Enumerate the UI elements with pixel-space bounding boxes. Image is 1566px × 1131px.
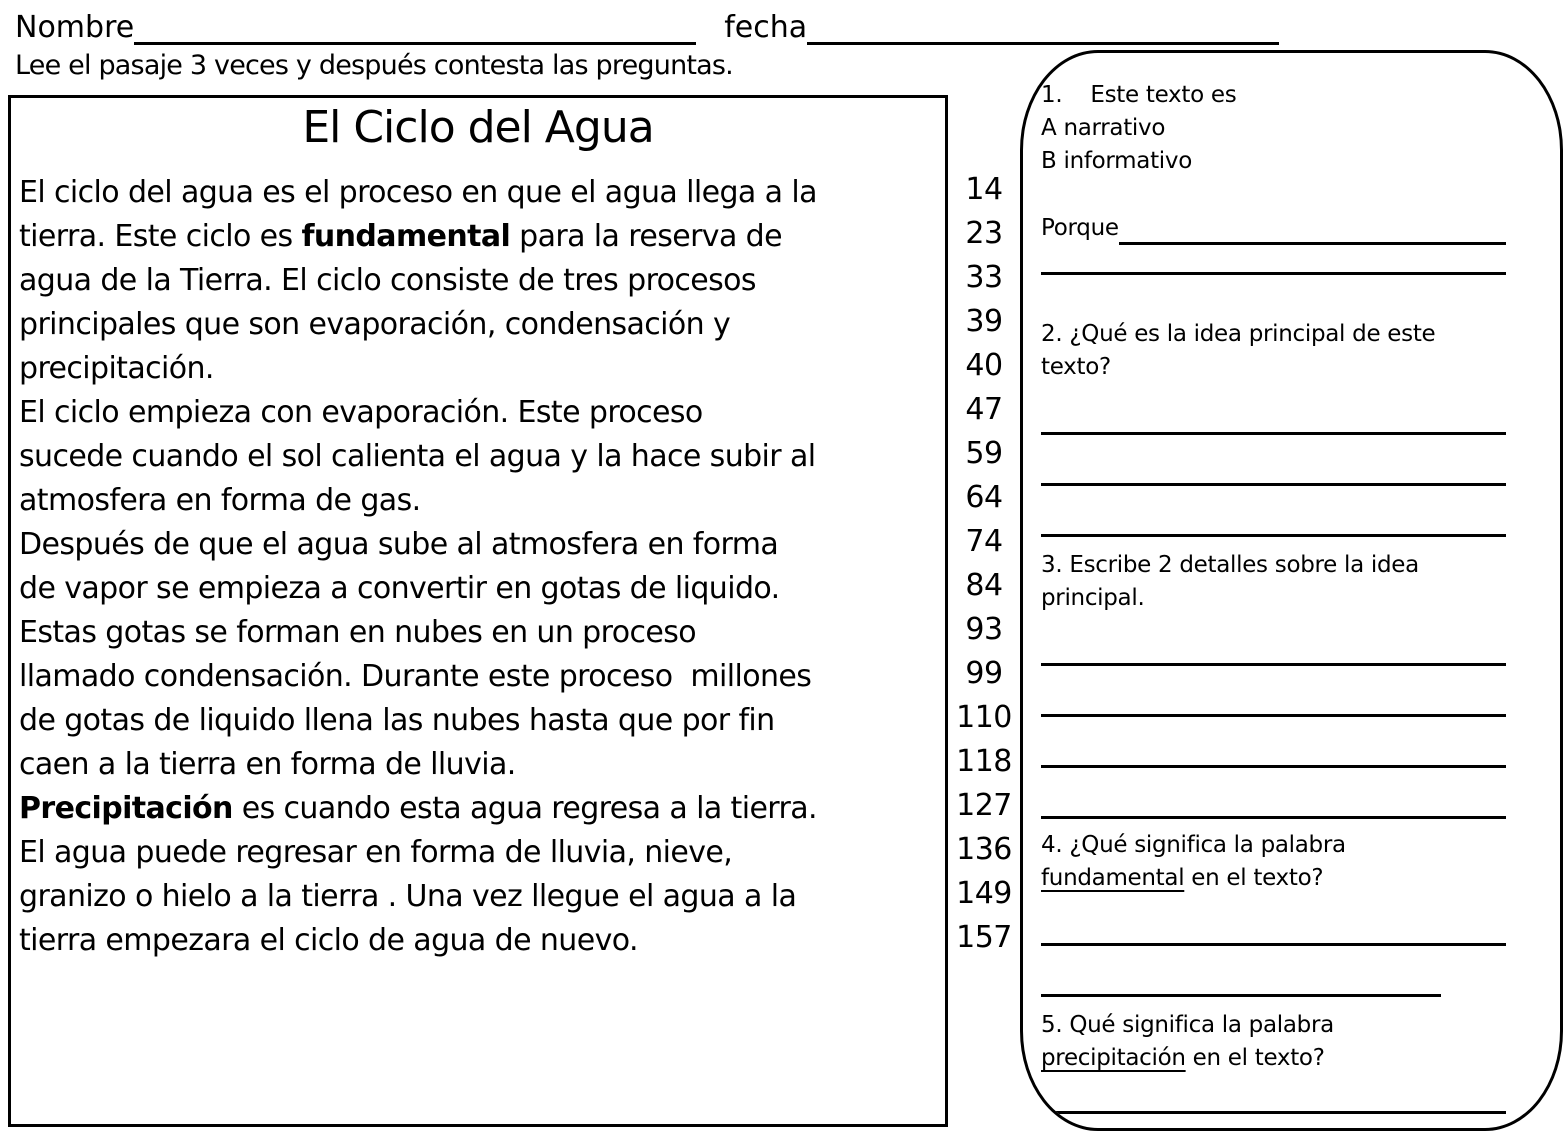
question-1-option-b: B informativo	[1041, 148, 1192, 174]
passage-segment: sucede cuando el sol calienta el agua y la hace subir al	[19, 439, 816, 474]
question-4-text: 4. ¿Qué significa la palabra	[1041, 832, 1346, 858]
passage-segment: llamado condensación. Durante este proceso millones	[19, 659, 812, 694]
answer-line-short	[1041, 946, 1441, 997]
answer-line	[1041, 384, 1506, 435]
passage-line	[19, 875, 939, 919]
answer-line	[1041, 666, 1506, 717]
passage-line	[19, 259, 939, 303]
word-count: 127	[956, 788, 1012, 823]
word-count: 59	[965, 436, 1003, 471]
passage-title: El Ciclo del Agua	[302, 102, 654, 153]
passage-line	[19, 567, 939, 611]
passage-segment: granizo o hielo a la tierra . Una vez llegue el agua a la	[19, 879, 797, 914]
answer-line	[1041, 717, 1506, 768]
passage-lines	[19, 171, 939, 963]
question-3-text: 3. Escribe 2 detalles sobre la idea	[1041, 552, 1419, 578]
passage-line	[19, 435, 939, 479]
question-1-option-a: A narrativo	[1041, 115, 1166, 141]
passage-segment: de gotas de liquido llena las nubes hasta que por fin	[19, 703, 775, 738]
passage-segment: fundamental	[301, 219, 511, 254]
question-5-keyword: precipitación	[1041, 1045, 1186, 1071]
passage-segment: principales que son evaporación, condensación y	[19, 307, 731, 342]
passage-segment: El ciclo empieza con evaporación. Este proceso	[19, 395, 703, 430]
word-count: 23	[965, 216, 1003, 251]
passage-line	[19, 347, 939, 391]
passage-segment: de vapor se empieza a convertir en gotas de liquido.	[19, 571, 780, 606]
question-1-text: 1. Este texto es	[1041, 82, 1237, 108]
passage-line	[19, 699, 939, 743]
passage-segment: Estas gotas se forman en nubes en un proceso	[19, 615, 696, 650]
word-count: 40	[965, 348, 1003, 383]
question-5-text-2	[1041, 1042, 1546, 1075]
answer-line	[1041, 486, 1506, 537]
passage-line	[19, 479, 939, 523]
passage-segment: para la reserva de	[510, 219, 782, 254]
question-3-text-2: principal.	[1041, 585, 1145, 611]
word-count: 64	[965, 480, 1003, 515]
passage-line	[19, 523, 939, 567]
passage-segment: tierra. Este ciclo es	[19, 219, 302, 254]
passage-line	[19, 655, 939, 699]
passage-line	[19, 303, 939, 347]
word-counts	[950, 168, 1018, 960]
passage-segment: atmosfera en forma de gas.	[19, 483, 421, 518]
passage-segment: es cuando esta agua regresa a la tierra.	[232, 791, 817, 826]
passage-line	[19, 919, 939, 963]
porque-blank	[1119, 212, 1506, 245]
porque-label: Porque	[1041, 215, 1119, 241]
passage-segment: tierra empezara el ciclo de agua de nuevo.	[19, 923, 638, 958]
answer-line	[1041, 768, 1506, 819]
question-2-text-2: texto?	[1041, 354, 1111, 380]
header-row	[15, 6, 1555, 45]
questions-box	[1020, 50, 1563, 1131]
word-count: 84	[965, 568, 1003, 603]
porque-answer-line	[1041, 212, 1506, 245]
passage-line	[19, 743, 939, 787]
word-count: 157	[956, 920, 1012, 955]
answer-line	[1041, 615, 1506, 666]
answer-line	[1041, 435, 1506, 486]
word-count: 39	[965, 304, 1003, 339]
word-count: 110	[956, 700, 1012, 735]
passage-segment: Después de que el agua sube al atmosfera en forma	[19, 527, 779, 562]
passage-line	[19, 787, 939, 831]
word-count: 149	[956, 876, 1012, 911]
question-5-text: 5. Qué significa la palabra	[1041, 1012, 1334, 1038]
word-count: 118	[956, 744, 1012, 779]
name-blank-line	[134, 6, 696, 45]
date-blank-line	[807, 6, 1279, 45]
passage-line	[19, 831, 939, 875]
question-5-rest: en el texto?	[1185, 1045, 1325, 1071]
passage-segment: Precipitación	[19, 791, 233, 826]
answer-line	[1041, 245, 1506, 275]
word-count: 99	[965, 656, 1003, 691]
word-count: 136	[956, 832, 1012, 867]
question-4-keyword: fundamental	[1041, 865, 1185, 891]
passage-segment: El ciclo del agua es el proceso en que el agua llega a la	[19, 175, 817, 210]
passage-line	[19, 171, 939, 215]
passage-segment: agua de la Tierra. El ciclo consiste de tres procesos	[19, 263, 756, 298]
passage-box	[8, 95, 948, 1127]
passage-line	[19, 215, 939, 259]
question-4-text-2	[1041, 862, 1546, 895]
word-count: 93	[965, 612, 1003, 647]
passage-segment: caen a la tierra en forma de lluvia.	[19, 747, 516, 782]
instruction-text: Lee el pasaje 3 veces y después contesta las preguntas.	[15, 50, 733, 81]
question-4-rest: en el texto?	[1184, 865, 1324, 891]
word-count: 74	[965, 524, 1003, 559]
passage-line	[19, 391, 939, 435]
word-count: 14	[965, 172, 1003, 207]
question-2-text: 2. ¿Qué es la idea principal de este	[1041, 321, 1436, 347]
date-label: fecha	[724, 10, 808, 45]
name-label: Nombre	[15, 10, 135, 45]
passage-segment: El agua puede regresar en forma de lluvia, nieve,	[19, 835, 733, 870]
word-count: 33	[965, 260, 1003, 295]
answer-line	[1041, 1075, 1506, 1114]
passage-segment: precipitación.	[19, 351, 214, 386]
passage-line	[19, 611, 939, 655]
answer-line	[1041, 895, 1506, 946]
word-count: 47	[965, 392, 1003, 427]
